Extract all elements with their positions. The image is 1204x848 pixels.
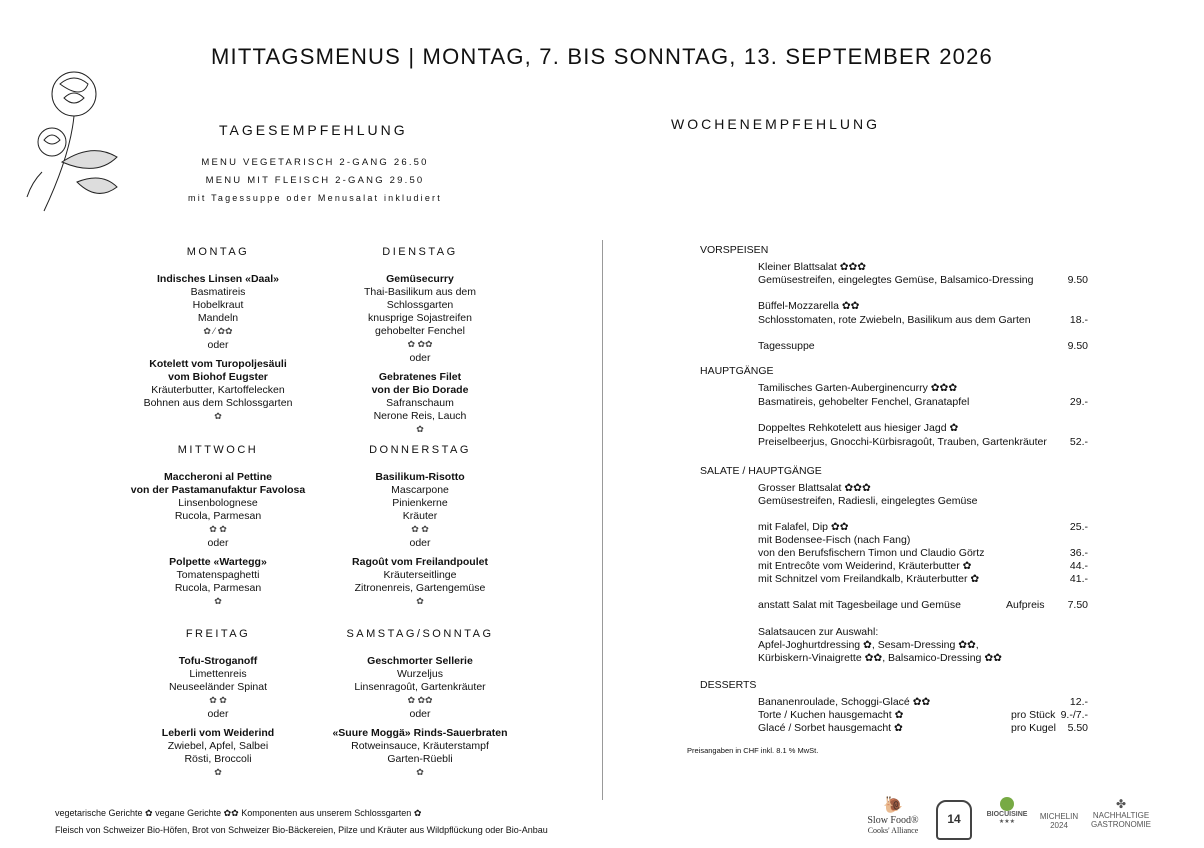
dish-detail: Garten-Rüebli: [387, 753, 453, 765]
dish-detail: Linsenragoût, Gartenkräuter: [354, 681, 486, 693]
michelin-logo: [1036, 812, 1082, 830]
category-vorspeisen: VORSPEISEN: [700, 244, 769, 256]
menu-item: mit Entrecôte vom Weiderind, Kräuterbutter ✿: [758, 560, 972, 572]
diet-icons: ✿: [214, 596, 222, 606]
bio-cuisine-logo: [982, 797, 1032, 825]
dish-title: Gebratenes Filet: [378, 371, 462, 383]
dish-title-line2: von der Bio Dorade: [371, 384, 469, 396]
menu-item: mit Bodensee-Fisch (nach Fang): [758, 534, 911, 546]
day-mittwoch: [128, 444, 308, 608]
dish-detail: Zwiebel, Apfel, Salbei: [167, 740, 269, 752]
page-title: MITTAGSMENUS | MONTAG, 7. BIS SONNTAG, 13. SEPTEMBER 2026: [211, 44, 993, 69]
sauce-heading: Salatsaucen zur Auswahl:: [758, 626, 879, 638]
dish-detail: Rucola, Parmesan: [174, 582, 262, 594]
legend-sourcing: Fleisch von Schweizer Bio-Höfen, Brot von Schweizer Bio-Bäckereien, Pilze und Kräuter aus Wildpflückung oder Bio-Anbau: [55, 825, 548, 835]
dish-detail: Thai-Basilikum aus dem Schlossgarten: [363, 286, 477, 311]
dish-detail: Kräuter: [402, 510, 438, 522]
diet-icons: ✿: [416, 596, 424, 606]
dish-title: Gemüsecurry: [386, 273, 454, 285]
or-label: oder: [207, 339, 229, 351]
dish-title: Leberli vom Weiderind: [161, 727, 275, 739]
unit-label: pro Stück: [1011, 709, 1056, 721]
category-hauptgaenge: HAUPTGÄNGE: [700, 365, 774, 377]
dish-title-line2: von der Pastamanufaktur Favolosa: [130, 484, 306, 496]
wochenempfehlung-heading: WOCHENEMPFEHLUNG: [671, 116, 881, 132]
dish-detail: Kräuterbutter, Kartoffelecken: [151, 384, 285, 396]
dish-detail: Limettenreis: [189, 668, 247, 680]
menu-item: Tagessuppe: [758, 340, 815, 352]
surcharge-label: Aufpreis: [1006, 599, 1045, 611]
day-montag: [128, 246, 308, 423]
menu-item-price: 18.-: [1069, 314, 1088, 326]
slow-food-text: Slow Food®: [867, 815, 919, 826]
dish-detail: Tomatenspaghetti: [176, 569, 260, 581]
slow-food-subtext: Cooks' Alliance: [867, 826, 919, 835]
menu-item-detail: Preiselbeerjus, Gnocchi-Kürbisragoût, Trauben, Gartenkräuter: [758, 436, 1047, 448]
dish-detail: Zitronenreis, Gartengemüse: [354, 582, 486, 594]
dish-detail: Hobelkraut: [192, 299, 244, 311]
diet-icons: ✿: [214, 767, 222, 777]
category-salate: SALATE / HAUPTGÄNGE: [700, 465, 822, 477]
or-label: oder: [409, 352, 431, 364]
day-name: DIENSTAG: [382, 246, 458, 258]
day-name: MITTWOCH: [177, 444, 259, 456]
legend-icons: vegetarische Gerichte ✿ vegane Gerichte ✿✿ Komponenten aus unserem Schlossgarten ✿: [55, 808, 422, 818]
dish-title: «Suure Moggä» Rinds-Sauerbraten: [332, 727, 508, 739]
menu-item-price: 36.-: [1069, 547, 1088, 559]
dish-title-line2: vom Biohof Eugster: [168, 371, 268, 383]
day-samstag-sonntag: [330, 628, 510, 779]
dish-title: Tofu-Stroganoff: [178, 655, 258, 667]
menu-item-price: 25.-: [1069, 521, 1088, 533]
dish-title: Kotelett vom Turopoljesäuli: [149, 358, 287, 370]
diet-icons: ✿: [416, 767, 424, 777]
menu-item: Glacé / Sorbet hausgemacht ✿: [758, 722, 903, 734]
or-label: oder: [409, 708, 431, 720]
gastronomie-text: GASTRONOMIE: [1090, 820, 1151, 829]
menu-item-price: 12.-: [1069, 696, 1088, 708]
day-dienstag: [330, 246, 510, 436]
menu-item-detail: Schlosstomaten, rote Zwiebeln, Basilikum aus dem Garten: [758, 314, 1031, 326]
menu-item: anstatt Salat mit Tagesbeilage und Gemüse: [758, 599, 961, 611]
day-name: FREITAG: [185, 628, 251, 640]
dish-title: Indisches Linsen «Daal»: [157, 273, 279, 285]
menu-included-note: mit Tagessuppe oder Menusalat inkludiert: [188, 193, 442, 203]
dish-detail: Rotweinsauce, Kräuterstampf: [351, 740, 489, 752]
menu-item-price: 9.-/7.-: [1060, 709, 1088, 721]
michelin-year: 2024: [1050, 821, 1068, 830]
leaf-icon: [1000, 797, 1014, 811]
menu-item-detail: von den Berufsfischern Timon und Claudio Görtz: [758, 547, 985, 559]
menu-item-price: 9.50: [1067, 274, 1088, 286]
sauce-list: Kürbiskern-Vinaigrette ✿✿, Balsamico-Dressing ✿✿: [758, 652, 1002, 664]
price-note: Preisangaben in CHF inkl. 8.1 % MwSt.: [687, 746, 819, 755]
day-name: MONTAG: [186, 246, 250, 258]
dish-detail: Linsenbolognese: [178, 497, 258, 509]
dish-title: Geschmorter Sellerie: [367, 655, 473, 667]
menu-vegetarisch-price: MENU VEGETARISCH 2-GANG 26.50: [201, 157, 429, 168]
menu-item: Tamilisches Garten-Auberginencurry ✿✿✿: [758, 382, 958, 394]
menu-item: Grosser Blattsalat ✿✿✿: [758, 482, 871, 494]
dish-detail: Bohnen aus dem Schlossgarten: [143, 397, 293, 409]
sauce-list: Apfel-Joghurtdressing ✿, Sesam-Dressing ✿✿,: [758, 639, 979, 651]
column-divider: [602, 240, 603, 800]
menu-item-price: 5.50: [1067, 722, 1088, 734]
dish-detail: Mascarpone: [391, 484, 449, 496]
menu-item-detail: Gemüsestreifen, eingelegtes Gemüse, Balsamico-Dressing: [758, 274, 1034, 286]
dish-detail: gehobelter Fenchel: [375, 325, 465, 337]
bio-cuisine-text: BIOCUISINE: [986, 811, 1028, 818]
menu-item: Torte / Kuchen hausgemacht ✿: [758, 709, 904, 721]
tagesempfehlung-heading: TAGESEMPFEHLUNG: [219, 122, 408, 138]
nachhaltige-gastronomie-logo: [1086, 797, 1156, 829]
dish-detail: Kräuterseitlinge: [383, 569, 457, 581]
gault-millau-logo: 14: [936, 800, 972, 840]
menu-item: mit Falafel, Dip ✿✿: [758, 521, 849, 533]
diet-icons: ✿: [416, 424, 424, 434]
dish-detail: Nerone Reis, Lauch: [373, 410, 467, 422]
dish-detail: Rösti, Broccoli: [184, 753, 252, 765]
menu-item: Bananenroulade, Schoggi-Glacé ✿✿: [758, 696, 931, 708]
menu-item-detail: Basmatireis, gehobelter Fenchel, Granatapfel: [758, 396, 970, 408]
dish-title: Basilikum-Risotto: [375, 471, 465, 483]
dish-detail: Wurzeljus: [397, 668, 443, 680]
dish-title: Maccheroni al Pettine: [164, 471, 272, 483]
menu-fleisch-price: MENU MIT FLEISCH 2-GANG 29.50: [205, 175, 425, 186]
dish-detail: Neuseeländer Spinat: [168, 681, 268, 693]
diet-icons: ✿: [214, 411, 222, 421]
diet-icons: ✿ ✿: [209, 524, 227, 534]
unit-label: pro Kugel: [1011, 722, 1056, 734]
dish-detail: knusprige Sojastreifen: [368, 312, 472, 324]
dish-detail: Safranschaum: [386, 397, 454, 409]
diet-icons: ✿ ✿✿: [407, 339, 433, 349]
slow-food-logo: [858, 795, 928, 835]
clover-icon: ✤: [1115, 797, 1127, 811]
menu-item-price: 41.-: [1069, 573, 1088, 585]
menu-item-detail: Gemüsestreifen, Radiesli, eingelegtes Gemüse: [758, 495, 978, 507]
dish-detail: Pinienkerne: [392, 497, 448, 509]
day-name: DONNERSTAG: [369, 444, 471, 456]
day-freitag: [128, 628, 308, 779]
diet-icons: ✿ ✿: [411, 524, 429, 534]
rose-illustration: [22, 62, 132, 217]
menu-item-price: 9.50: [1067, 340, 1088, 352]
diet-icons: ✿ ✿✿: [407, 695, 433, 705]
menu-item: mit Schnitzel vom Freilandkalb, Kräuterbutter ✿: [758, 573, 980, 585]
snail-icon: 🐌: [883, 797, 903, 814]
dish-detail: Rucola, Parmesan: [174, 510, 262, 522]
dish-detail: Basmatireis: [190, 286, 246, 298]
menu-item-price: 7.50: [1067, 599, 1088, 611]
dish-detail: Mandeln: [197, 312, 239, 324]
dish-title: Ragoût vom Freilandpoulet: [352, 556, 488, 568]
day-name: SAMSTAG/SONNTAG: [346, 628, 494, 640]
menu-item-price: 44.-: [1069, 560, 1088, 572]
day-donnerstag: [330, 444, 510, 608]
diet-icons: ✿ ✿: [209, 695, 227, 705]
nachhaltige-text: NACHHALTIGE: [1092, 811, 1150, 820]
category-desserts: DESSERTS: [700, 679, 757, 691]
or-label: oder: [207, 708, 229, 720]
or-label: oder: [409, 537, 431, 549]
menu-item: Doppeltes Rehkotelett aus hiesiger Jagd ✿: [758, 422, 959, 434]
menu-item: Büffel-Mozzarella ✿✿: [758, 300, 860, 312]
menu-item: Kleiner Blattsalat ✿✿✿: [758, 261, 867, 273]
or-label: oder: [207, 537, 229, 549]
michelin-text: MICHELIN: [1039, 812, 1079, 821]
menu-item-price: 52.-: [1069, 436, 1088, 448]
diet-icons: ✿ ⁄ ✿✿: [203, 326, 233, 336]
dish-title: Polpette «Wartegg»: [169, 556, 267, 568]
bio-stars: ★★★: [998, 819, 1016, 825]
menu-item-price: 29.-: [1069, 396, 1088, 408]
